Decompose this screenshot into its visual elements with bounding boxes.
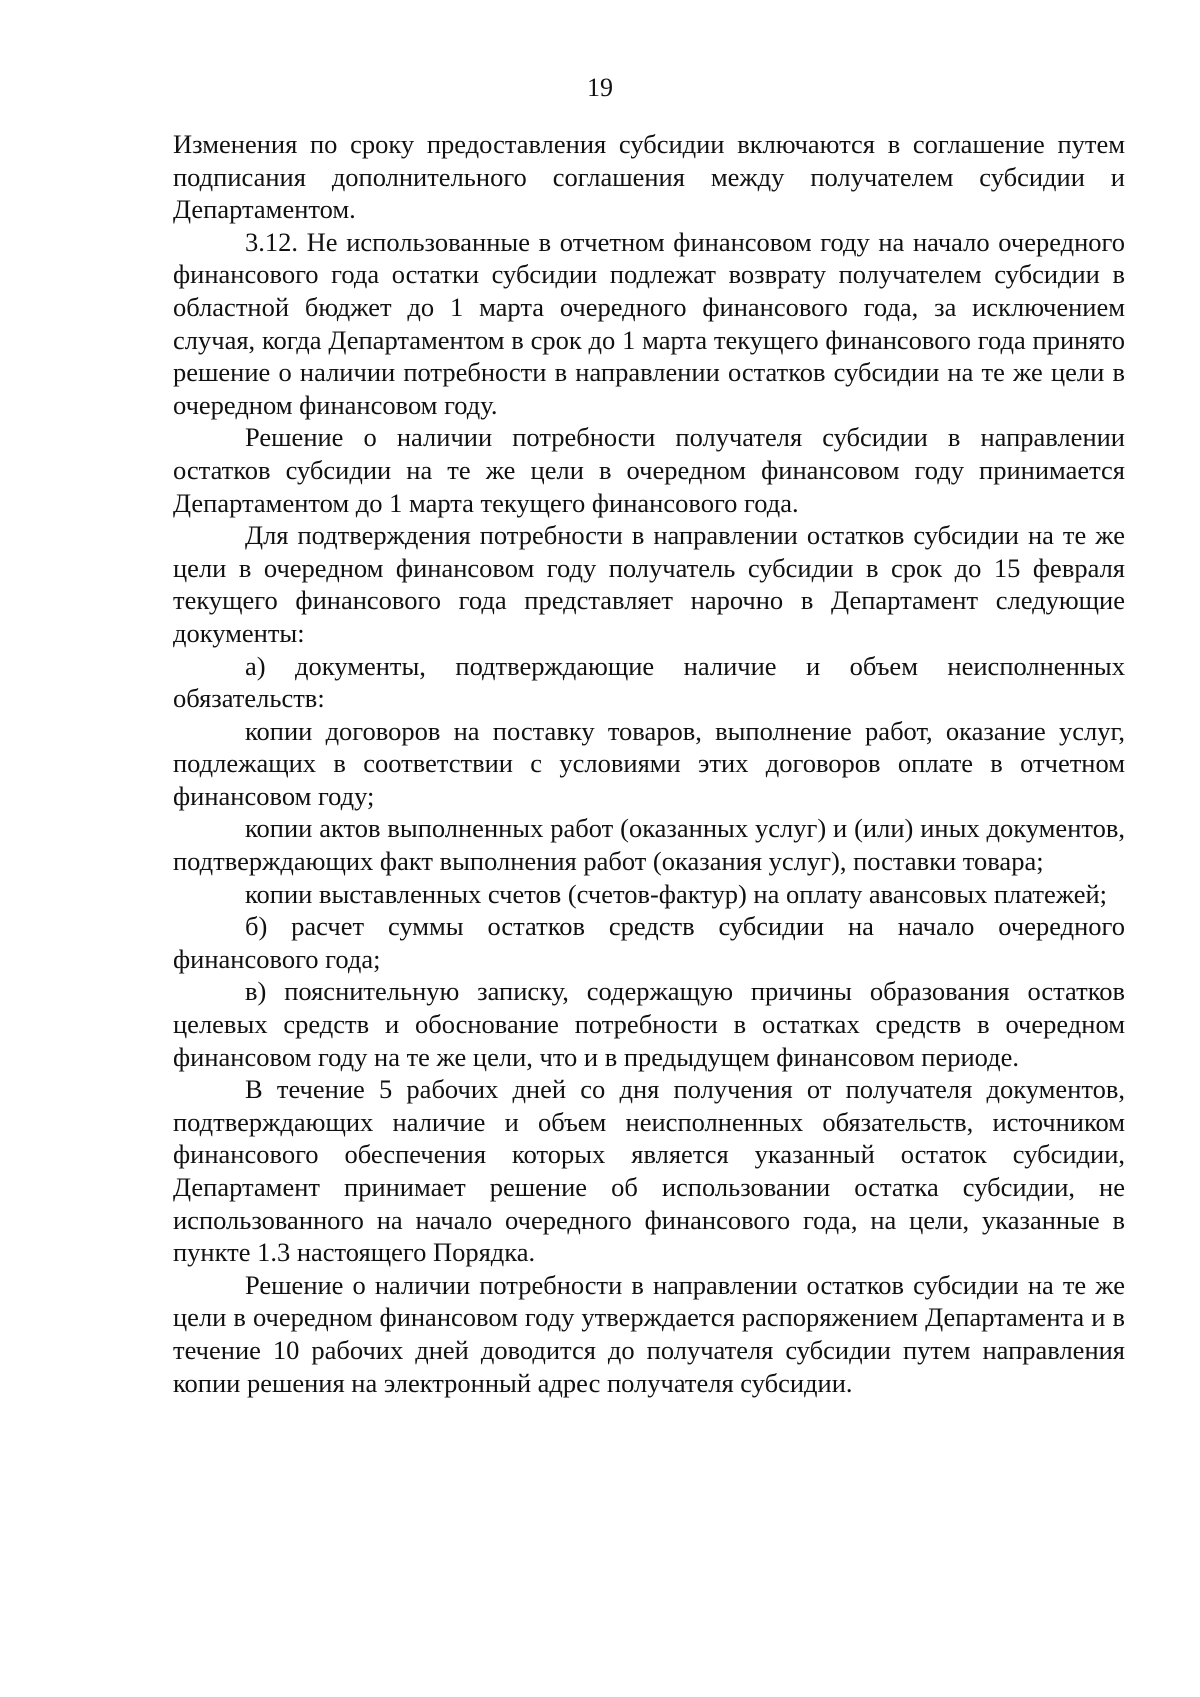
paragraph-subsidy-term-changes: Изменения по сроку предоставления субсидии включаются в соглашение путем подписания дополнительного соглашения между получателем субсидии и Департаментом.	[173, 129, 1125, 225]
page-number: 19	[587, 73, 613, 102]
list-item-a-obligations: а) документы, подтверждающие наличие и объем неисполненных обязательств:	[173, 650, 1125, 714]
list-item-v-explanatory-note: в) пояснительную записку, содержащую причины образования остатков целевых средств и обоснование потребности в остатках средств в очередном финансовом году на те же цели, что и в предыдущем финансовом периоде.	[173, 976, 1125, 1072]
paragraph-3-12-unused-balances: 3.12. Не использованные в отчетном финансовом году на начало очередного финансового года остатки субсидии подлежат возврату получателем субсидии в областной бюджет до 1 марта очередного финансового года, за исключением случая, когда Департаментом в срок до 1 марта текущего финансового года принято решение о наличии потребности в направлении остатков субсидии на те же цели в очередном финансовом году.	[173, 226, 1125, 420]
paragraph-confirmation-documents: Для подтверждения потребности в направлении остатков субсидии на те же цели в очередном финансовом году получатель субсидии в срок до 15 февраля текущего финансового года представляет нарочно в Департамент следующие документы:	[173, 520, 1125, 648]
list-item-b-calculation: б) расчет суммы остатков средств субсидии на начало очередного финансового года;	[173, 911, 1125, 974]
list-item-act-copies: копии актов выполненных работ (оказанных услуг) и (или) иных документов, подтверждающих факт выполнения работ (оказания услуг), поставки товара;	[173, 813, 1125, 877]
list-item-invoice-copies: копии выставленных счетов (счетов-фактур) на оплату авансовых платежей;	[245, 878, 1108, 909]
document-body	[173, 128, 1125, 1399]
paragraph-need-decision: Решение о наличии потребности получателя субсидии в направлении остатков субсидии на те же цели в очередном финансовом году принимается Департаментом до 1 марта текущего финансового года.	[173, 422, 1125, 518]
paragraph-five-day-decision: В течение 5 рабочих дней со дня получения от получателя документов, подтверждающих наличие и объем неисполненных обязательств, источником финансового обеспечения которых является указанный остаток субсидии, Департамент принимает решение об использовании остатка субсидии, не использованного на начало очередного финансового года, на цели, указанные в пункте 1.3 настоящего Порядка.	[173, 1074, 1125, 1268]
list-item-contract-copies: копии договоров на поставку товаров, выполнение работ, оказание услуг, подлежащих в соответствии с условиями этих договоров оплате в отчетном финансовом году;	[173, 715, 1125, 811]
paragraph-decision-approval: Решение о наличии потребности в направлении остатков субсидии на те же цели в очередном финансовом году утверждается распоряжением Департамента и в течение 10 рабочих дней доводится до получателя субсидии путем направления копии решения на электронный адрес получателя субсидии.	[173, 1269, 1125, 1398]
